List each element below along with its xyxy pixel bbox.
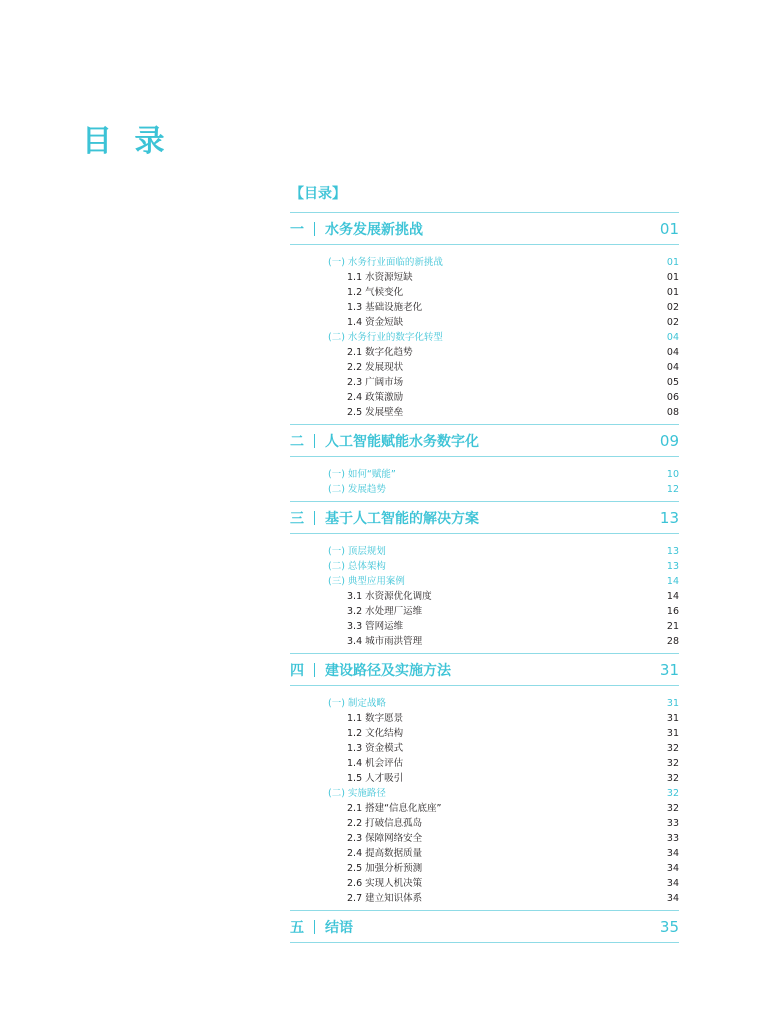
chapter-title: 水务发展新挑战 [325,221,423,238]
chapter-row[interactable] [290,911,679,943]
toc-subsection[interactable] [290,891,679,906]
entry-title: 2.4 提高数据质量 [347,848,423,859]
chapter-page: 31 [659,660,679,679]
toc-subsection[interactable] [290,801,679,816]
entry-title: 2.6 实现人机决策 [347,878,423,889]
entry-title: (二) 实施路径 [328,788,386,799]
toc-subsection[interactable] [290,300,679,315]
toc-subsection[interactable] [290,816,679,831]
entry-page: 10 [666,469,679,480]
entry-page: 28 [666,636,679,647]
chapter-title: 人工智能赋能水务数字化 [325,433,479,450]
toc-subsection[interactable] [290,589,679,604]
chapter-number: 三 [290,510,304,527]
entry-title: 1.4 机会评估 [347,758,404,769]
entry-page: 32 [666,773,679,784]
entry-title: 2.5 加强分析预测 [347,863,423,874]
entry-page: 34 [666,863,679,874]
entry-page: 02 [666,317,679,328]
entry-title: (三) 典型应用案例 [328,576,405,587]
entry-page: 01 [666,272,679,283]
entry-title: 2.3 保障网络安全 [347,833,423,844]
chapter-number: 二 [290,433,304,450]
toc-subsection[interactable] [290,846,679,861]
toc-section[interactable] [290,544,679,559]
chapter-separator [314,920,315,934]
toc-section[interactable] [290,559,679,574]
toc-body [290,213,679,943]
toc-subsection[interactable] [290,315,679,330]
toc-subsection[interactable] [290,360,679,375]
chapter-entries [290,245,679,425]
chapter-separator [314,511,315,525]
chapter-row[interactable] [290,502,679,534]
chapter-number: 四 [290,662,304,679]
entry-title: 2.1 搭建“信息化底座” [347,803,442,814]
chapter-separator [314,434,315,448]
entry-page: 32 [666,803,679,814]
chapter-row[interactable] [290,425,679,457]
entry-title: 2.3 广阔市场 [347,377,404,388]
entry-page: 34 [666,878,679,889]
entry-title: 2.5 发展壁垒 [347,407,404,418]
entry-title: 1.2 文化结构 [347,728,404,739]
entry-title: 3.1 水资源优化调度 [347,591,432,602]
entry-title: 3.4 城市雨洪管理 [347,636,423,647]
toc-section[interactable] [290,330,679,345]
entry-page: 33 [666,818,679,829]
entry-title: 2.1 数字化趋势 [347,347,413,358]
entry-title: (一) 水务行业面临的新挑战 [328,257,443,268]
entry-title: 1.3 基础设施老化 [347,302,423,313]
entry-page: 14 [666,576,679,587]
entry-title: 1.1 数字愿景 [347,713,404,724]
chapter-page: 35 [659,917,679,936]
entry-title: 1.2 气候变化 [347,287,404,298]
toc-subsection[interactable] [290,726,679,741]
toc-subsection[interactable] [290,345,679,360]
chapter-entries [290,457,679,502]
entry-title: 1.3 资金模式 [347,743,404,754]
toc-subsection[interactable] [290,831,679,846]
entry-page: 04 [666,347,679,358]
entry-page: 04 [666,332,679,343]
toc-subsection[interactable] [290,756,679,771]
toc-subsection[interactable] [290,619,679,634]
entry-title: 3.2 水处理厂运维 [347,606,423,617]
toc-section[interactable] [290,786,679,801]
page-title: 目 录 [82,124,171,159]
entry-page: 12 [666,484,679,495]
entry-title: (二) 总体架构 [328,561,386,572]
toc-subsection[interactable] [290,270,679,285]
toc-heading: 【目录】 [290,182,679,213]
entry-page: 32 [666,788,679,799]
entry-title: (二) 发展趋势 [328,484,386,495]
entry-page: 05 [666,377,679,388]
entry-page: 01 [666,257,679,268]
toc-section[interactable] [290,696,679,711]
entry-page: 02 [666,302,679,313]
entry-page: 13 [666,546,679,557]
entry-title: 2.2 发展现状 [347,362,404,373]
toc-section[interactable] [290,255,679,270]
entry-title: 1.5 人才吸引 [347,773,404,784]
chapter-entries [290,534,679,654]
toc-subsection[interactable] [290,375,679,390]
chapter-separator [314,222,315,236]
entry-page: 08 [666,407,679,418]
chapter-number: 五 [290,919,304,936]
chapter-separator [314,663,315,677]
entry-page: 32 [666,743,679,754]
entry-page: 31 [666,713,679,724]
chapter-number: 一 [290,221,304,238]
toc-subsection[interactable] [290,771,679,786]
chapter-title: 结语 [325,919,353,936]
entry-title: 2.4 政策激励 [347,392,404,403]
toc-subsection[interactable] [290,285,679,300]
entry-title: 2.2 打破信息孤岛 [347,818,423,829]
entry-page: 16 [666,606,679,617]
chapter-page: 01 [659,219,679,238]
chapter-entries [290,686,679,911]
chapter-page: 09 [659,431,679,450]
toc-section[interactable] [290,467,679,482]
toc-section[interactable] [290,482,679,497]
chapter-title: 建设路径及实施方法 [325,662,451,679]
chapter-row[interactable] [290,213,679,245]
entry-page: 21 [666,621,679,632]
entry-page: 32 [666,758,679,769]
entry-title: (一) 顶层规划 [328,546,386,557]
toc-subsection[interactable] [290,390,679,405]
toc-subsection[interactable] [290,861,679,876]
entry-page: 01 [666,287,679,298]
entry-title: (二) 水务行业的数字化转型 [328,332,443,343]
chapter-page: 13 [659,508,679,527]
entry-page: 34 [666,848,679,859]
toc-subsection[interactable] [290,634,679,649]
entry-page: 13 [666,561,679,572]
entry-title: 3.3 管网运维 [347,621,404,632]
chapter-row[interactable] [290,654,679,686]
toc-subsection[interactable] [290,876,679,891]
chapter-title: 基于人工智能的解决方案 [325,510,479,527]
toc-subsection[interactable] [290,405,679,420]
entry-title: (一) 制定战略 [328,698,386,709]
entry-title: 1.4 资金短缺 [347,317,404,328]
entry-page: 31 [666,698,679,709]
entry-page: 33 [666,833,679,844]
entry-page: 06 [666,392,679,403]
entry-page: 34 [666,893,679,904]
entry-page: 14 [666,591,679,602]
entry-title: (一) 如何“赋能” [328,469,396,480]
entry-title: 1.1 水资源短缺 [347,272,413,283]
toc-subsection[interactable] [290,604,679,619]
entry-title: 2.7 建立知识体系 [347,893,423,904]
toc-subsection[interactable] [290,741,679,756]
toc-section[interactable] [290,574,679,589]
table-of-contents [290,182,679,943]
entry-page: 04 [666,362,679,373]
toc-subsection[interactable] [290,711,679,726]
entry-page: 31 [666,728,679,739]
